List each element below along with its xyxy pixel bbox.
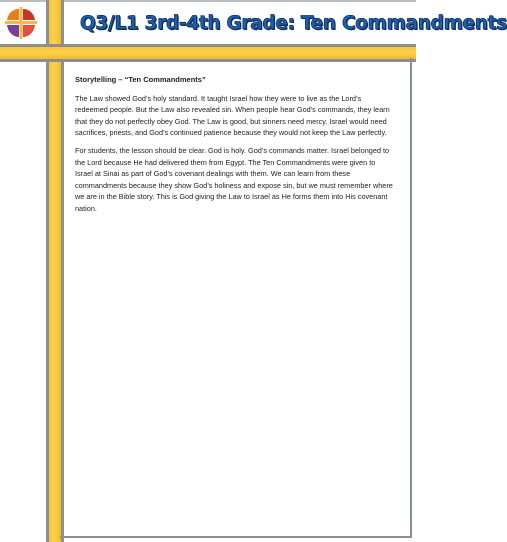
frame-bottom-line <box>60 536 412 538</box>
paragraph-1: The Law showed God’s holy standard. It taught Israel how they were to live as the Lord’s redeemed people. But the Law also revealed sin. When people hear God’s commands, they learn that they do not perfectly obey God. The Law is good, but sinners need mercy. Israel would need sacrifices, priests, and God’s continued patience because they would not keep the Law perfectly. <box>75 93 390 138</box>
page-title: Q3/L1 3rd-4th Grade: Ten Commandments <box>80 13 507 34</box>
lesson-content <box>75 74 395 221</box>
paragraph-2: For students, the lesson should be clear. God is holy. God’s commands matter. Israel belonged to the Lord because He had delivered them from Egypt. The Ten Commandments were given to Israel at Sinai as part of God’s covenant dealings with them. We can learn from these commandments because they show God’s holiness and expose sin, but we must remember where we are in the Bible story. This is God giving the Law to Israel as He forms them into His covenant nation. <box>75 145 393 213</box>
cross-vertical-bar <box>46 0 64 542</box>
cross-horizontal-bar <box>0 44 416 62</box>
section-heading: Storytelling – “Ten Commandments” <box>75 75 206 84</box>
cross-logo-icon <box>4 6 38 40</box>
frame-right-line <box>410 58 412 538</box>
